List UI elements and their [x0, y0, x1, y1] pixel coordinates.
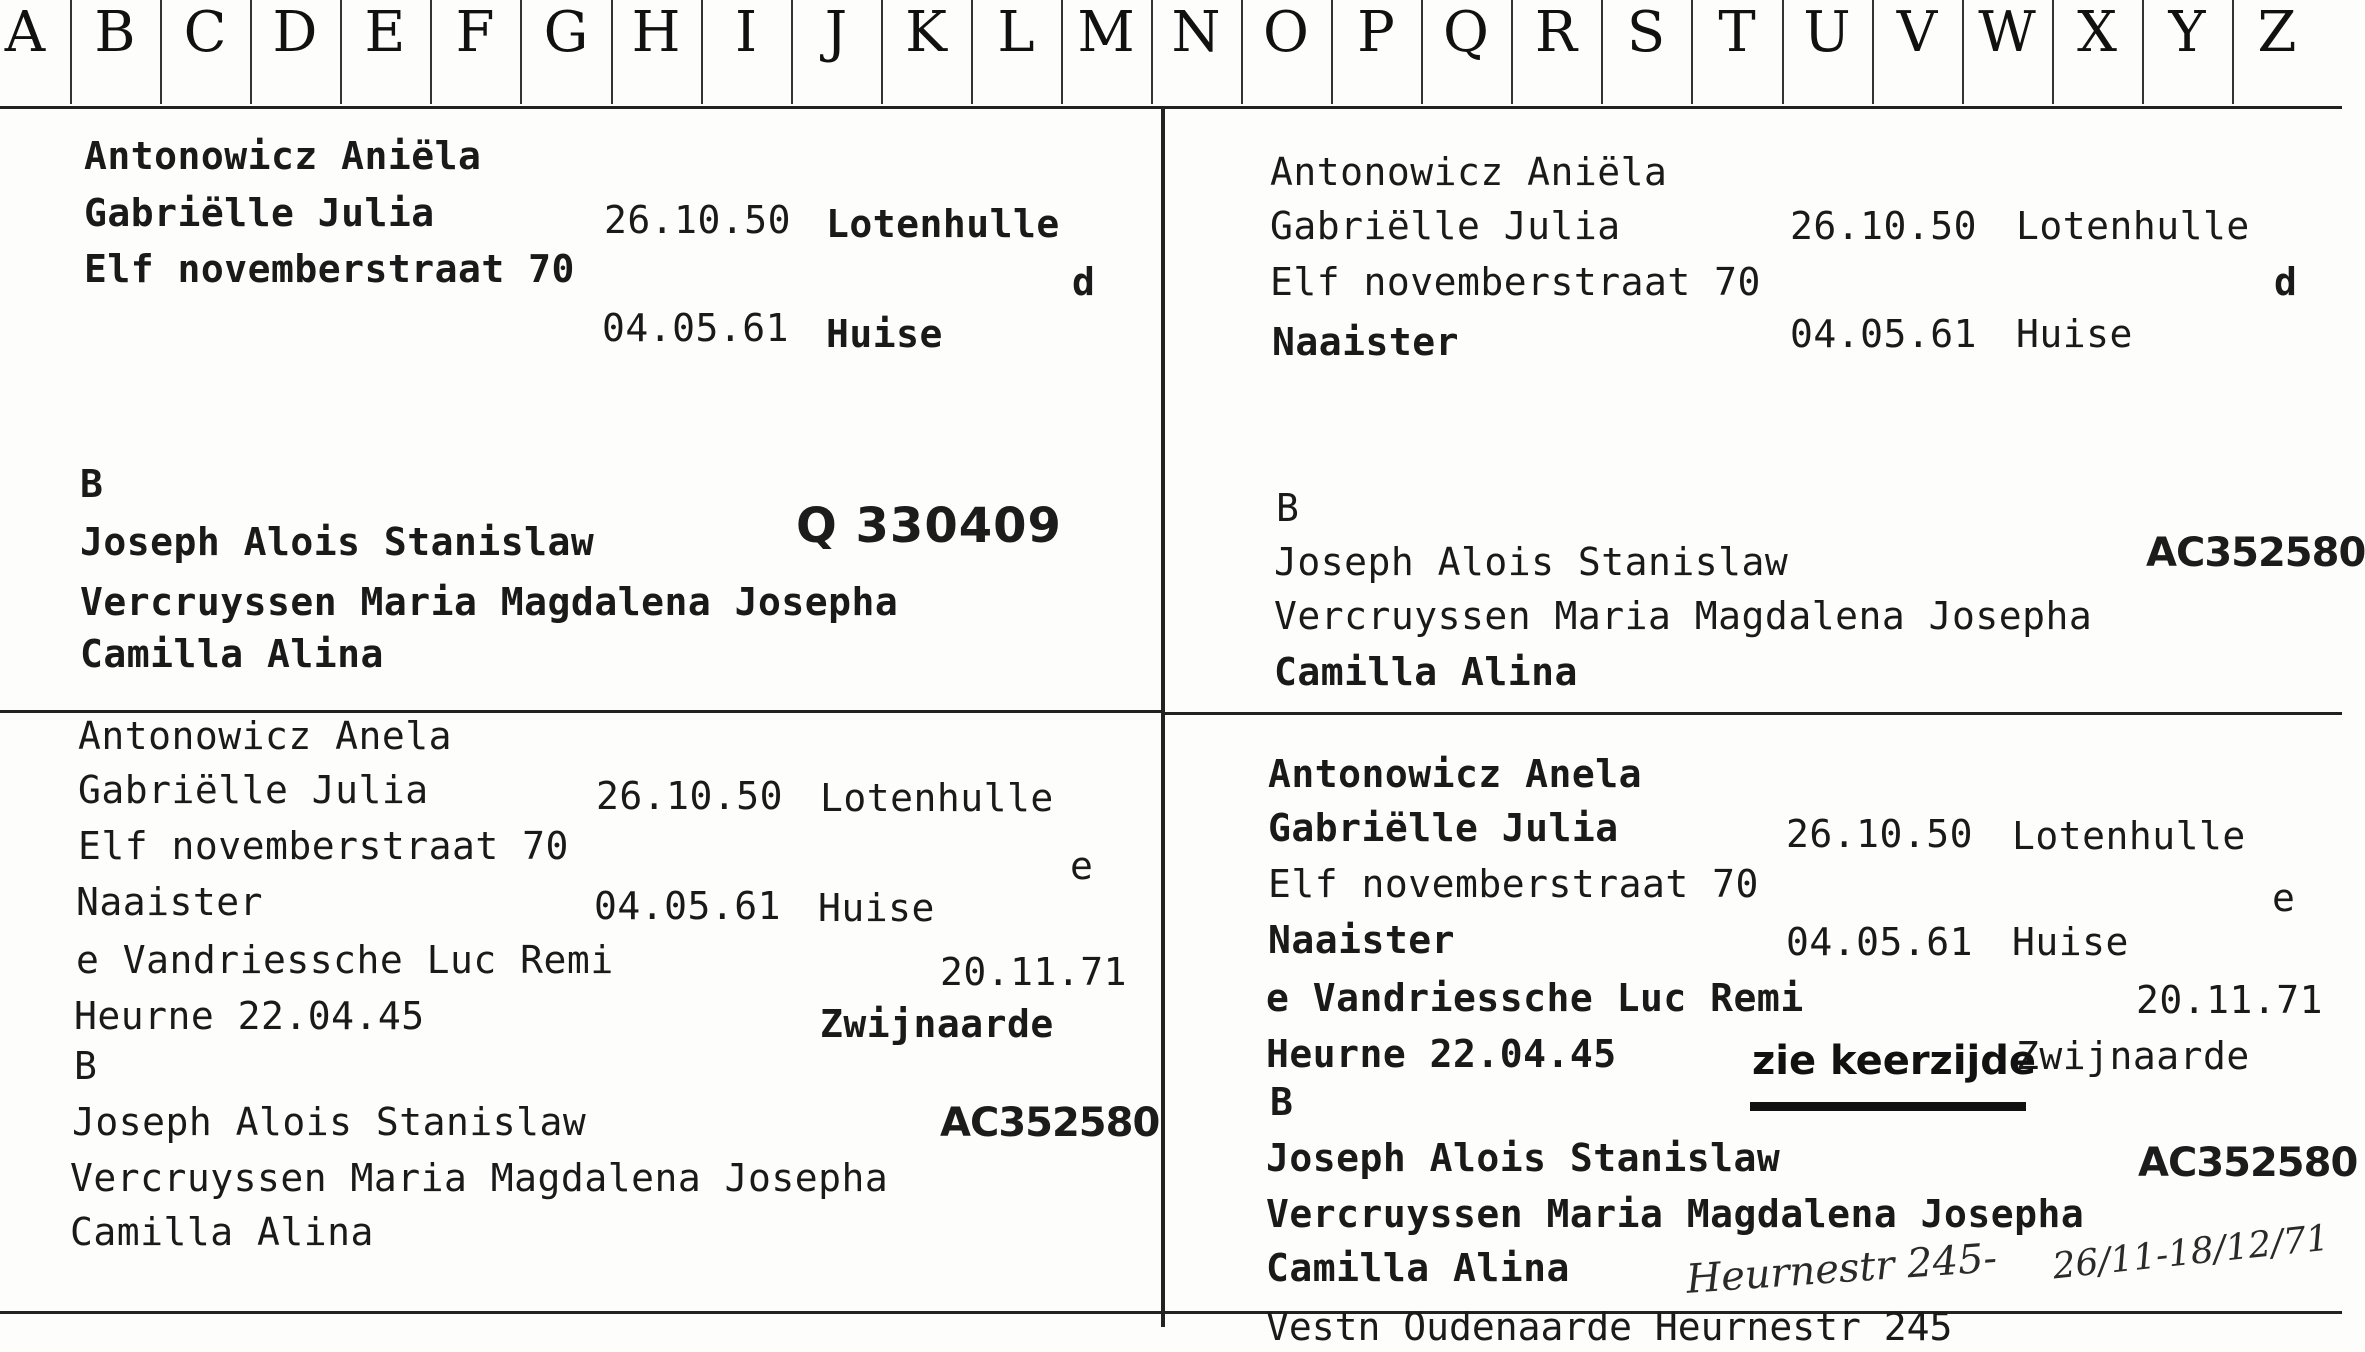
marriage-date: 20.11.71	[2136, 978, 2324, 1022]
index-letter-p: P	[1357, 0, 1395, 65]
index-divider	[430, 0, 432, 104]
index-letter-h: H	[631, 0, 681, 65]
stamp-underline	[1750, 1102, 2026, 1111]
occupation: Naaister	[1268, 918, 1456, 962]
index-letter-e: E	[364, 0, 406, 65]
card-code: d	[1072, 260, 1096, 304]
index-letter-d: D	[272, 0, 318, 65]
marriage-place: Zwijnaarde	[2016, 1034, 2250, 1078]
spouse-birth: Heurne 22.04.45	[74, 994, 425, 1038]
index-letter-l: L	[997, 0, 1035, 65]
id-number: AC352580	[2138, 1140, 2358, 1186]
section-letter: B	[80, 462, 104, 506]
birth-place: Lotenhulle	[2016, 204, 2250, 248]
index-letter-r: R	[1534, 0, 1578, 65]
index-letter-u: U	[1803, 0, 1851, 65]
cut-off-line: Vestn Oudenaarde Heurnestr 245	[1266, 1305, 1953, 1349]
index-letter-b: B	[94, 0, 136, 65]
mother-name: Vercruyssen Maria Magdalena Josepha	[80, 580, 899, 624]
index-divider	[520, 0, 522, 104]
index-letter-i: I	[734, 0, 758, 65]
registration-place: Huise	[2012, 920, 2129, 964]
section-letter: B	[1276, 486, 1300, 530]
index-letter-c: C	[183, 0, 227, 65]
card-code: d	[2274, 260, 2298, 304]
index-divider	[1782, 0, 1784, 104]
index-divider	[2052, 0, 2054, 104]
index-divider	[2232, 0, 2234, 104]
registration-date: 04.05.61	[602, 306, 790, 350]
index-divider	[1872, 0, 1874, 104]
address: Elf novemberstraat 70	[84, 247, 575, 291]
index-letter-z: Z	[2257, 0, 2297, 65]
index-letter-j: J	[824, 0, 848, 65]
index-divider	[160, 0, 162, 104]
see-reverse-stamp: zie keerzijde	[1752, 1038, 2037, 1084]
mother-name: Vercruyssen Maria Magdalena Josepha	[1274, 594, 2093, 638]
occupation: Naaister	[1272, 320, 1460, 364]
birth-date: 26.10.50	[604, 198, 792, 242]
record-card-2	[1166, 110, 2365, 710]
index-letter-m: M	[1077, 0, 1135, 65]
birth-date: 26.10.50	[1786, 812, 1974, 856]
marriage-date: 20.11.71	[940, 950, 1128, 994]
index-divider	[70, 0, 72, 104]
index-letter-o: O	[1263, 0, 1309, 65]
record-card-4	[1166, 716, 2358, 1349]
birth-place: Lotenhulle	[820, 776, 1054, 820]
birth-date: 26.10.50	[1790, 204, 1978, 248]
index-letter-g: G	[543, 0, 589, 65]
index-letter-t: T	[1718, 0, 1756, 65]
index-letter-f: F	[455, 0, 495, 65]
id-number: Q 330409	[796, 498, 1062, 554]
index-divider	[1331, 0, 1333, 104]
index-divider	[1151, 0, 1153, 104]
card-divider-horizontal-right	[1165, 712, 2342, 715]
id-number: AC352580	[2146, 530, 2365, 576]
card-divider-horizontal-left	[0, 710, 1161, 713]
surname: Antonowicz Anela	[1268, 752, 1643, 796]
index-divider	[791, 0, 793, 104]
index-divider	[250, 0, 252, 104]
handwritten-date: 26/11-18/12/71	[2050, 1217, 2331, 1288]
index-divider	[701, 0, 703, 104]
surname: Antonowicz Anela	[78, 714, 453, 758]
record-card-1	[0, 110, 1160, 708]
occupation: Naaister	[76, 880, 264, 924]
card-divider-vertical	[1161, 108, 1165, 1327]
index-letter-a: A	[4, 0, 46, 65]
surname: Antonowicz Aniëla	[84, 134, 482, 178]
index-letter-n: N	[1171, 0, 1221, 65]
mother-name-cont: Camilla Alina	[80, 632, 384, 676]
index-divider	[1511, 0, 1513, 104]
registration-date: 04.05.61	[1790, 312, 1978, 356]
index-divider	[1962, 0, 1964, 104]
index-letter-x: X	[2077, 0, 2117, 65]
index-divider	[1691, 0, 1693, 104]
father-name: Joseph Alois Stanislaw	[72, 1100, 587, 1144]
mother-name-cont: Camilla Alina	[1266, 1246, 1570, 1290]
mother-name: Vercruyssen Maria Magdalena Josepha	[70, 1156, 889, 1200]
alphabet-index-strip	[0, 0, 2342, 109]
mother-name: Vercruyssen Maria Magdalena Josepha	[1266, 1192, 2085, 1236]
registration-place: Huise	[826, 312, 943, 356]
section-letter: B	[1270, 1080, 1294, 1124]
index-letter-q: Q	[1443, 0, 1489, 65]
address: Elf novemberstraat 70	[1270, 260, 1761, 304]
index-letter-s: S	[1626, 0, 1666, 65]
spouse-birth: Heurne 22.04.45	[1266, 1032, 1617, 1076]
index-divider	[1601, 0, 1603, 104]
address: Elf novemberstraat 70	[1268, 862, 1759, 906]
given-names: Gabriëlle Julia	[1270, 204, 1621, 248]
index-letter-w: W	[1978, 0, 2036, 65]
registration-place: Huise	[2016, 312, 2133, 356]
index-divider	[2142, 0, 2144, 104]
index-divider	[611, 0, 613, 104]
handwritten-street: Heurnestr 245-	[1684, 1235, 1999, 1303]
birth-date: 26.10.50	[596, 774, 784, 818]
mother-name-cont: Camilla Alina	[1274, 650, 1578, 694]
index-divider	[1421, 0, 1423, 104]
spouse: e Vandriessche Luc Remi	[1266, 976, 1804, 1020]
given-names: Gabriëlle Julia	[84, 191, 435, 235]
registration-date: 04.05.61	[594, 884, 782, 928]
registration-place: Huise	[818, 886, 935, 930]
given-names: Gabriëlle Julia	[1268, 806, 1619, 850]
index-letter-v: V	[1896, 0, 1938, 65]
card-code: e	[1070, 844, 1094, 888]
index-divider	[1241, 0, 1243, 104]
father-name: Joseph Alois Stanislaw	[1266, 1136, 1781, 1180]
father-name: Joseph Alois Stanislaw	[1274, 540, 1789, 584]
birth-place: Lotenhulle	[2012, 814, 2246, 858]
index-divider	[971, 0, 973, 104]
mother-name-cont: Camilla Alina	[70, 1210, 374, 1254]
spouse: e Vandriessche Luc Remi	[76, 938, 614, 982]
id-number: AC352580	[940, 1100, 1160, 1146]
index-letter-y: Y	[2168, 0, 2206, 65]
marriage-place: Zwijnaarde	[820, 1002, 1054, 1046]
section-letter: B	[74, 1044, 98, 1088]
birth-place: Lotenhulle	[826, 202, 1060, 246]
surname: Antonowicz Aniëla	[1270, 150, 1668, 194]
address: Elf novemberstraat 70	[78, 824, 569, 868]
card-code: e	[2272, 876, 2296, 920]
card-divider-bottom-left	[0, 1311, 1161, 1314]
registration-date: 04.05.61	[1786, 920, 1974, 964]
given-names: Gabriëlle Julia	[78, 768, 429, 812]
index-divider	[340, 0, 342, 104]
index-divider	[881, 0, 883, 104]
index-divider	[1061, 0, 1063, 104]
father-name: Joseph Alois Stanislaw	[80, 520, 595, 564]
index-letter-k: K	[905, 0, 947, 65]
record-card-3	[0, 714, 1160, 1310]
